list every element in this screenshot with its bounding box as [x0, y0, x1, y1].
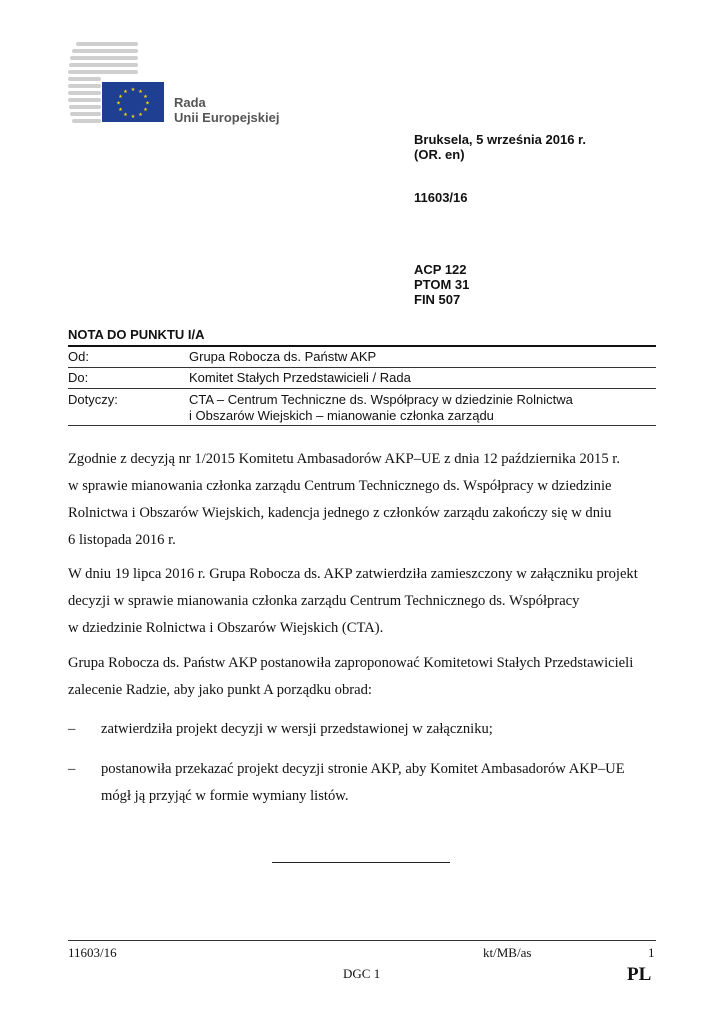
end-separator: [272, 862, 450, 863]
text-line: W dniu 19 lipca 2016 r. Grupa Robocza ds. AKP zatwierdziła zamieszczony w załączniku projekt: [68, 566, 638, 582]
text-line: postanowiła przekazać projekt decyzji stronie AKP, aby Komitet Ambasadorów AKP–UE: [101, 761, 625, 777]
svg-text:★: ★: [123, 89, 128, 95]
note-heading: NOTA DO PUNKTU I/A: [68, 327, 205, 342]
divider: [68, 367, 656, 368]
doc-number-text: 11603/16: [414, 190, 468, 205]
footer-language: PL: [627, 964, 652, 985]
paragraph-2: [68, 561, 658, 642]
code: PTOM 31: [414, 277, 470, 292]
footer-page-number: 1: [648, 945, 655, 960]
subject-value-line: i Obszarów Wiejskich – mianowanie członka zarządu: [189, 408, 494, 423]
code: ACP 122: [414, 262, 467, 277]
text-line: zalecenie Radzie, aby jako punkt A porządku obrad:: [68, 682, 372, 698]
text-line: mógł ją przyjąć w formie wymiany listów.: [101, 788, 349, 804]
divider: [68, 388, 656, 389]
svg-text:★: ★: [145, 100, 150, 107]
footer-dg: DGC 1: [343, 966, 381, 981]
svg-text:★: ★: [143, 107, 148, 113]
divider: [68, 345, 656, 347]
org-name-line2: Unii Europejskiej: [174, 110, 280, 125]
bullet-marker: –: [68, 761, 76, 777]
svg-text:★: ★: [130, 87, 136, 93]
svg-text:★: ★: [123, 112, 128, 118]
org-name-line1: Rada: [174, 95, 206, 110]
subject-label: Dotyczy:: [68, 392, 118, 407]
svg-text:★: ★: [118, 107, 123, 113]
text-line: Rolnictwa i Obszarów Wiejskich, kadencja jednego z członków zarządu zakończy się w dniu: [68, 505, 612, 521]
from-value-line: Grupa Robocza ds. Państw AKP: [189, 349, 377, 364]
svg-text:★: ★: [138, 112, 143, 118]
bullet-item-1: [101, 716, 661, 743]
bullet-item-2: [101, 756, 661, 810]
footer-doc-number: 11603/16: [68, 945, 117, 960]
svg-text:★: ★: [143, 94, 148, 100]
place-date: Bruksela, 5 września 2016 r.: [414, 132, 586, 147]
from-value: [189, 349, 376, 365]
paragraph-3: [68, 650, 658, 704]
text-line: 6 listopada 2016 r.: [68, 532, 176, 548]
place-date-block: [414, 132, 586, 162]
text-line: w sprawie mianowania członka zarządu Centrum Technicznego ds. Współpracy w dziedzinie: [68, 478, 612, 494]
council-logo: [68, 40, 168, 126]
org-name: [174, 95, 279, 125]
svg-text:★: ★: [118, 94, 123, 100]
bullet-marker: –: [68, 721, 76, 737]
paragraph-1: [68, 446, 658, 554]
svg-text:★: ★: [138, 89, 143, 95]
footer-divider: [68, 940, 656, 941]
footer-initials: kt/MB/as: [483, 945, 532, 960]
doc-number: [414, 190, 468, 205]
to-value-line: Komitet Stałych Przedstawicieli / Rada: [189, 370, 411, 385]
to-value: [189, 370, 411, 386]
subject-value: [189, 392, 573, 424]
original-language: (OR. en): [414, 147, 465, 162]
text-line: Grupa Robocza ds. Państw AKP postanowiła zaproponować Komitetowi Stałych Przedstawicieli: [68, 655, 634, 671]
text-line: w dziedzinie Rolnictwa i Obszarów Wiejskich (CTA).: [68, 620, 384, 636]
subject-value-line: CTA – Centrum Techniczne ds. Współpracy w dziedzinie Rolnictwa: [189, 392, 573, 407]
classification-codes: [414, 262, 469, 307]
text-line: decyzji w sprawie mianowania członka zarządu Centrum Technicznego ds. Współpracy: [68, 593, 580, 609]
from-label: Od:: [68, 349, 89, 364]
text-line: Zgodnie z decyzją nr 1/2015 Komitetu Ambasadorów AKP–UE z dnia 12 października 2015 r.: [68, 451, 620, 467]
to-label: Do:: [68, 370, 89, 385]
divider: [68, 425, 656, 426]
code: FIN 507: [414, 292, 461, 307]
svg-text:★: ★: [116, 100, 121, 107]
svg-text:★: ★: [130, 114, 136, 120]
text-line: zatwierdziła projekt decyzji w wersji przedstawionej w załączniku;: [101, 721, 493, 737]
